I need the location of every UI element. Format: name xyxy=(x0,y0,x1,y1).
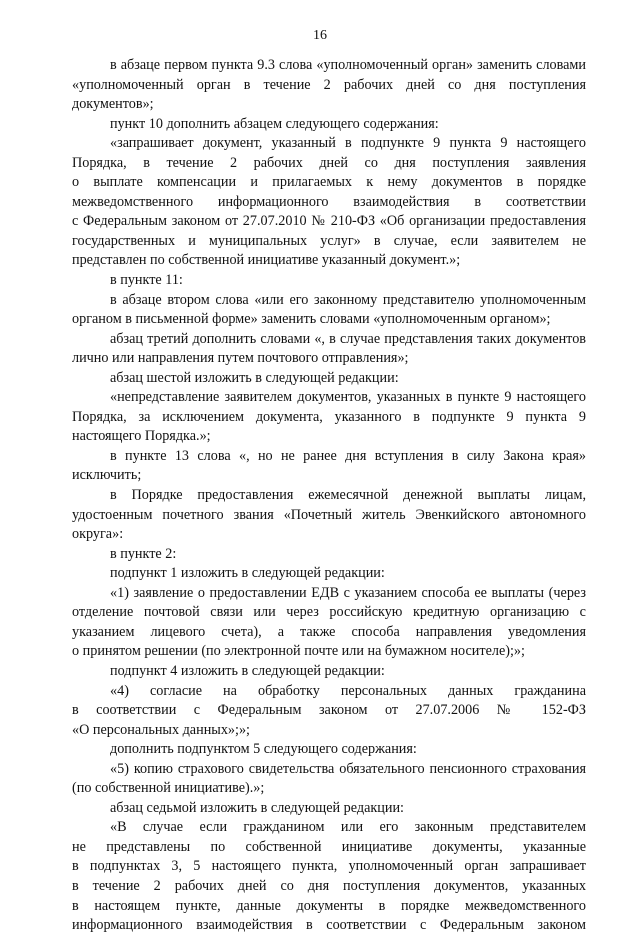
text-line: в пункте 11: xyxy=(110,272,183,289)
text-line: о выплате компенсации и прилагаемых к нему документов в порядке xyxy=(72,174,586,191)
text-line: Порядка, за исключением документа, указанного в подпункте 9 пункта 9 xyxy=(72,408,586,425)
text-line: подпункт 1 изложить в следующей редакции: xyxy=(110,565,385,582)
text-line: округа»: xyxy=(72,526,124,543)
text-line: дополнить подпунктом 5 следующего содержания: xyxy=(110,741,417,758)
text-line: не представлены по собственной инициативе документы, указанные xyxy=(72,838,586,855)
text-line: в абзаце втором слова «или его законному представителю уполномоченным xyxy=(110,291,586,308)
text-line: «1) заявление о предоставлении ЕДВ с указанием способа ее выплаты (через xyxy=(110,584,586,601)
text-line: отделение почтовой связи или через российскую кредитную организацию с xyxy=(72,604,586,621)
text-line: с Федеральным законом от 27.07.2010 № 210-ФЗ «Об организации предоставления xyxy=(72,213,586,230)
text-line: в Порядке предоставления ежемесячной денежной выплаты лицам, xyxy=(110,487,586,504)
text-line: абзац шестой изложить в следующей редакции: xyxy=(110,369,399,386)
text-line: настоящего Порядка.»; xyxy=(72,428,211,445)
text-line: абзац седьмой изложить в следующей редакции: xyxy=(110,799,405,816)
text-line: пункт 10 дополнить абзацем следующего содержания: xyxy=(110,115,439,132)
text-line: исключить; xyxy=(72,467,142,484)
text-line: органом в письменной форме» заменить словами «уполномоченным органом»; xyxy=(72,311,551,328)
text-line: в пункте 13 слова «, но не ранее дня вступления в силу Закона края» xyxy=(110,447,586,464)
text-line: подпункт 4 изложить в следующей редакции: xyxy=(110,662,385,679)
document-body xyxy=(72,56,586,936)
text-line: указанием лицевого счета), а также способа направления уведомления xyxy=(72,623,586,640)
text-line: в абзаце первом пункта 9.3 слова «уполномоченный орган» заменить словами xyxy=(110,57,586,73)
text-line: «4) согласие на обработку персональных данных гражданина xyxy=(110,682,586,699)
text-line: удостоенным почетного звания «Почетный житель Эвенкийского автономного xyxy=(72,506,586,523)
text-line: «непредставление заявителем документов, указанных в пункте 9 настоящего xyxy=(110,389,586,406)
text-line: «О персональных данных»;»; xyxy=(72,721,250,738)
text-line: информационного взаимодействия в соответствии с Федеральным законом xyxy=(72,917,586,934)
text-line: в соответствии с Федеральным законом от 27.07.2006 № 152-ФЗ xyxy=(72,702,586,719)
text-line: (по собственной инициативе).»; xyxy=(72,780,265,797)
text-line: в пункте 2: xyxy=(110,545,177,562)
text-line: о принятом решении (по электронной почте или на бумажном носителе);»; xyxy=(72,643,525,660)
text-line: Порядка, в течение 2 рабочих дней со дня поступления заявления xyxy=(72,154,586,171)
text-line: в настоящем пункте, данные документы в порядке межведомственного xyxy=(72,897,586,914)
text-line: «запрашивает документ, указанный в подпункте 9 пункта 9 настоящего xyxy=(110,135,586,152)
text-line: в подпунктах 3, 5 настоящего пункта, уполномоченный орган запрашивает xyxy=(72,858,586,875)
text-line: документов»; xyxy=(72,96,154,113)
text-line: государственных и муниципальных услуг» в случае, если заявителем не xyxy=(72,232,586,249)
text-line: межведомственного информационного взаимодействия в соответствии xyxy=(72,193,586,210)
text-line: представлен по собственной инициативе указанный документ.»; xyxy=(72,252,461,269)
text-line: «В случае если гражданином или его законным представителем xyxy=(110,819,586,836)
text-line: «5) копию страхового свидетельства обязательного пенсионного страхования xyxy=(110,760,586,777)
text-line: в течение 2 рабочих дней со дня поступления документов, указанных xyxy=(72,877,586,894)
page-number: 16 xyxy=(313,28,327,43)
text-line: абзац третий дополнить словами «, в случае представления таких документов xyxy=(110,330,586,347)
text-line: лично или направления путем почтового отправления»; xyxy=(72,350,409,367)
text-line: «уполномоченный орган в течение 2 рабочих дней со дня поступления xyxy=(72,76,586,93)
